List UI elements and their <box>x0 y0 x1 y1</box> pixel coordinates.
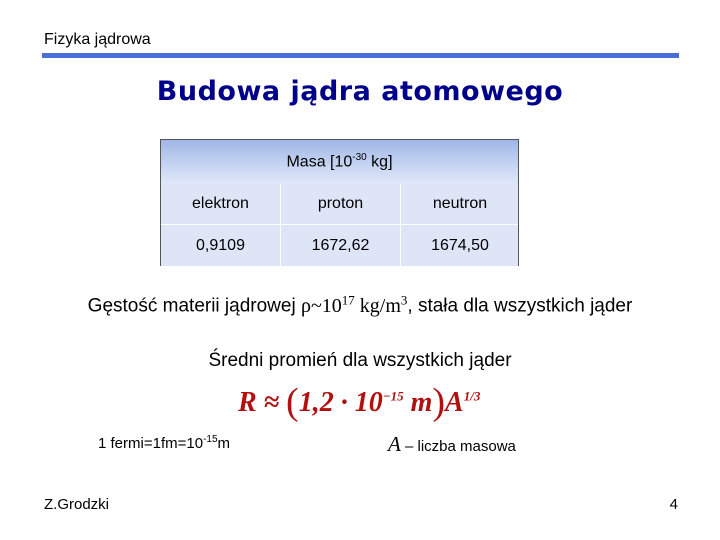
fermi-note <box>98 434 230 452</box>
formula-var: A <box>445 387 464 418</box>
formula-open-paren: ( <box>286 381 299 423</box>
formula-power: 1/3 <box>463 388 481 404</box>
fermi-unit: m <box>217 435 231 452</box>
table-cell-proton-label: proton <box>281 184 401 224</box>
mass-header-base: Masa [10 <box>286 153 353 171</box>
formula-close-paren: ) <box>432 381 446 423</box>
header-divider <box>42 53 679 58</box>
table-cell-elektron-mass: 0,9109 <box>161 225 281 266</box>
formula-unit: m <box>403 387 433 418</box>
table-row <box>161 225 518 266</box>
fermi-text: 1 fermi=1fm=10 <box>98 435 204 452</box>
formula-lhs: R ≈ <box>238 387 287 418</box>
header-label: Fizyka jądrowa <box>44 31 151 48</box>
mass-table-header <box>161 140 518 185</box>
density-rho: ρ~10 <box>300 294 342 317</box>
mass-number-text: – liczba masowa <box>400 438 516 455</box>
mass-number-var: A <box>388 432 401 456</box>
density-statement <box>0 292 720 318</box>
page-number: 4 <box>669 496 678 513</box>
mass-header-exp: -30 <box>352 152 367 163</box>
mass-table-header-text <box>161 152 518 171</box>
density-exp: 17 <box>341 292 355 307</box>
mass-header-unit: kg] <box>366 153 393 171</box>
table-cell-neutron-label: neutron <box>432 195 488 212</box>
radius-formula <box>238 380 480 424</box>
table-row <box>161 184 518 225</box>
mass-number-note <box>388 432 516 457</box>
table-cell-proton-mass: 1672,62 <box>281 225 401 266</box>
slide-title: Budowa jądra atomowego <box>156 76 564 107</box>
density-value <box>300 292 408 317</box>
fermi-exp: -15 <box>203 434 218 445</box>
table-cell-elektron-label: elektron <box>161 184 281 224</box>
radius-heading: Średni promień dla wszystkich jąder <box>208 350 512 371</box>
density-suffix: , stała dla wszystkich jąder <box>407 295 633 317</box>
density-unit: kg/m <box>354 294 401 317</box>
footer-author: Z.Grodzki <box>44 496 110 513</box>
mass-table <box>160 139 519 266</box>
formula-exp: −15 <box>382 388 404 404</box>
density-prefix: Gęstość materii jądrowej <box>87 295 301 317</box>
formula-coefficient: 1,2 · 10 <box>298 387 383 418</box>
table-cell-neutron-mass: 1674,50 <box>431 236 489 254</box>
density-unit-exp: 3 <box>400 292 408 307</box>
